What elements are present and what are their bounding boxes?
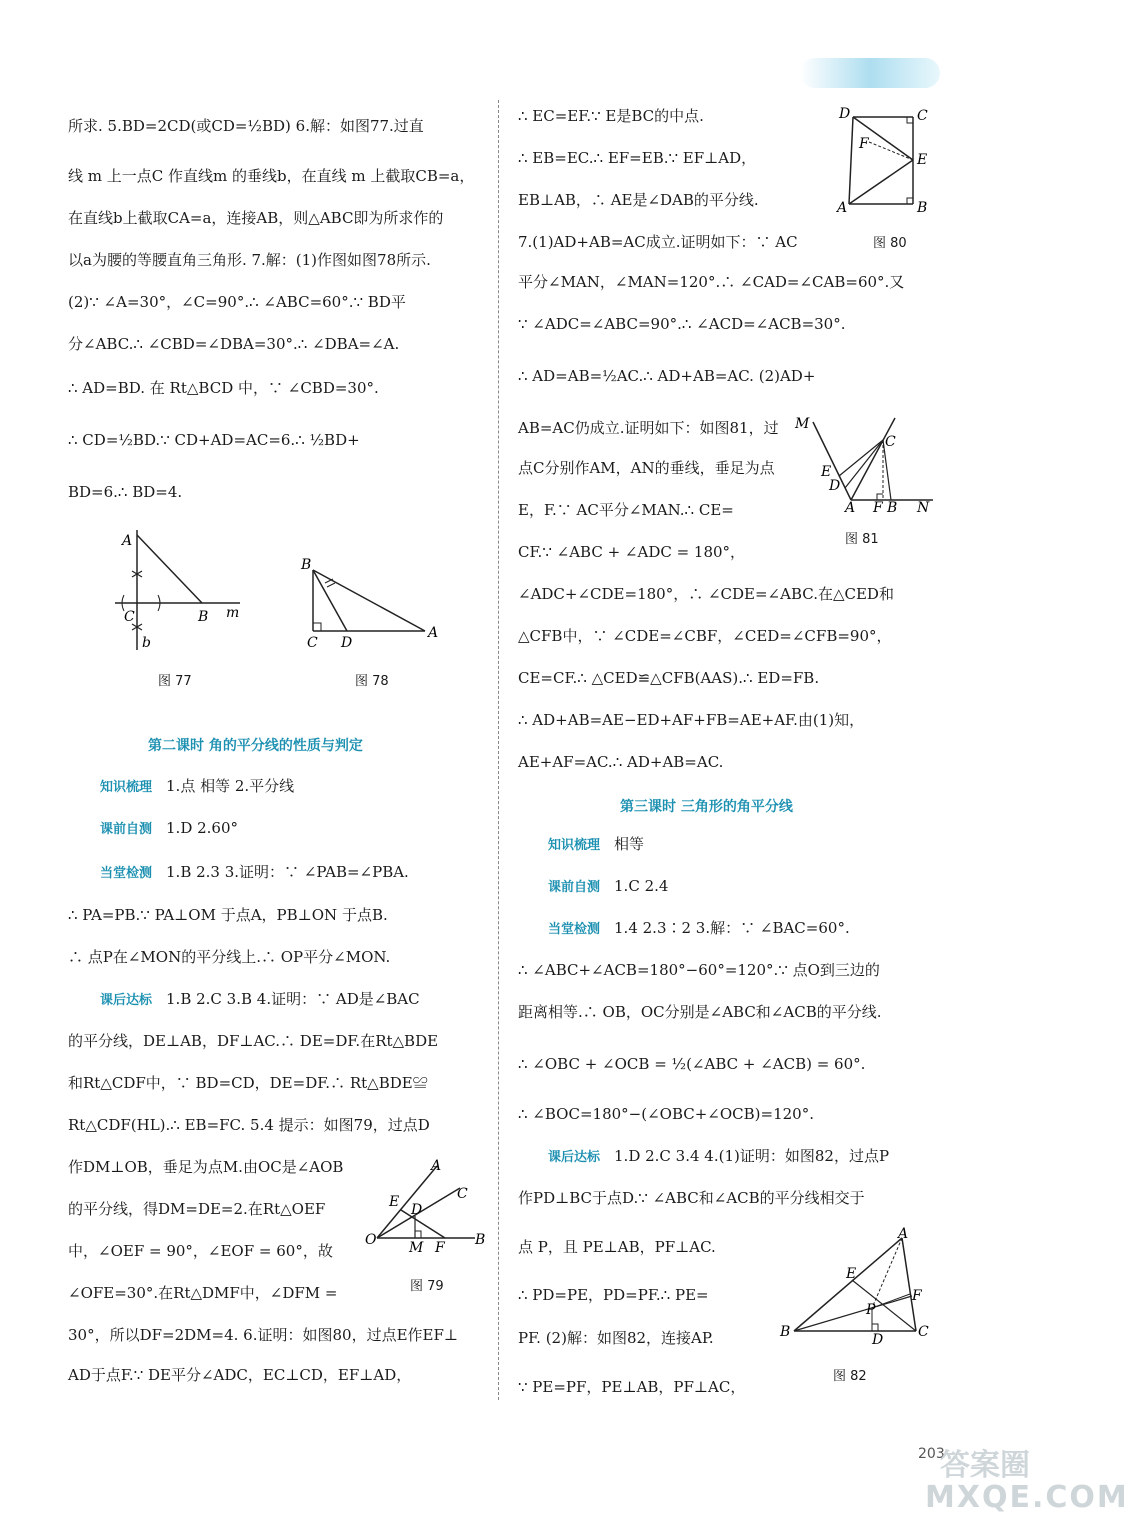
- sec3-line-8: 作PD⊥BC于点D.∵ ∠ABC和∠ACB的平分线相交于: [518, 1189, 865, 1207]
- left-line-3: 以a为腰的等腰直角三角形. 7.解：(1)作图如图78所示.: [68, 251, 431, 269]
- left-line-7: ∴ CD=½BD.∵ CD+AD=AC=6.∴ ½BD+: [68, 431, 360, 449]
- fig77-label-c: C: [124, 609, 135, 625]
- sec3-label-2: 当堂检测: [548, 922, 601, 937]
- right-line-11: ∠ADC+∠CDE=180°，∴ ∠CDE=∠ABC.在△CED和: [518, 585, 894, 603]
- fig82-caption: 图 82: [833, 1369, 867, 1384]
- fig80-caption: 图 80: [873, 236, 907, 251]
- sec2-label-5: 课后达标: [100, 993, 153, 1008]
- fig78-label-d: D: [341, 635, 353, 651]
- fig77-label-b-line: b: [142, 635, 151, 651]
- fig79-label-b: B: [475, 1232, 486, 1248]
- fig82-label-b: B: [780, 1324, 791, 1340]
- left-line-2: 在直线b上截取CA=a，连接AB，则△ABC即为所求作的: [68, 209, 444, 227]
- sec2-line-3: ∴ PA=PB.∵ PA⊥OM 于点A，PB⊥ON 于点B.: [68, 906, 388, 924]
- right-line-8: 点C分别作AM，AN的垂线，垂足为点: [518, 459, 775, 477]
- left-line-1: 线 m 上一点C 作直线m 的垂线b，在直线 m 上截取CB=a，: [68, 167, 475, 185]
- fig81-label-b: B: [887, 500, 898, 516]
- sec2-line-4: ∴ 点P在∠MON的平分线上.∴ OP平分∠MON.: [68, 948, 391, 966]
- sec2-line-12: ∠OFE=30°.在Rt△DMF中，∠DFM =: [68, 1284, 338, 1302]
- fig78-caption: 图 78: [355, 674, 389, 689]
- sec3-line-1: 课前自测 1.C 2.4: [548, 877, 669, 895]
- sec3-line-12: ∵ PE=PF，PE⊥AB，PF⊥AC，: [518, 1378, 746, 1396]
- fig80-label-b: B: [917, 200, 928, 216]
- right-line-12: △CFB中，∵ ∠CDE=∠CBF，∠CED=∠CFB=90°，: [518, 627, 892, 645]
- fig78-label-b: B: [301, 557, 312, 573]
- right-line-1: ∴ EB=EC.∴ EF=EB.∵ EF⊥AD，: [518, 149, 757, 167]
- fig79-label-o: O: [365, 1232, 377, 1248]
- left-line-0: 所求. 5.BD=2CD(或CD=½BD) 6.解：如图77.过直: [68, 117, 424, 135]
- fig80-label-e: E: [917, 152, 928, 168]
- watermark-url: MXQE.COM: [925, 1480, 1129, 1515]
- fig81-label-e: E: [821, 464, 832, 480]
- right-line-4: 平分∠MAN，∠MAN=120°.∴ ∠CAD=∠CAB=60°.又: [518, 273, 905, 291]
- sec2-line-13: 30°，所以DF=2DM=4. 6.证明：如图80，过点E作EF⊥: [68, 1326, 458, 1344]
- sec3-label-0: 知识梳理: [548, 838, 601, 853]
- fig79-label-d: D: [411, 1202, 423, 1218]
- figure-80: [835, 102, 935, 217]
- section-2-title: 第二课时 角的平分线的性质与判定: [148, 738, 363, 754]
- fig81-label-d: D: [829, 478, 841, 494]
- right-line-2: EB⊥AB，∴ AE是∠DAB的平分线.: [518, 191, 759, 209]
- left-line-4: (2)∵ ∠A=30°，∠C=90°.∴ ∠ABC=60°.∵ BD平: [68, 293, 406, 311]
- sec2-line-7: 和Rt△CDF中，∵ BD=CD，DE=DF.∴ Rt△BDE≌: [68, 1074, 428, 1092]
- right-line-14: ∴ AD+AB=AE−ED+AF+FB=AE+AF.由(1)知，: [518, 711, 865, 729]
- fig79-caption: 图 79: [410, 1279, 444, 1294]
- sec2-line-10: 的平分线，得DM=DE=2.在Rt△OEF: [68, 1200, 326, 1218]
- left-line-5: 分∠ABC.∴ ∠CBD=∠DBA=30°.∴ ∠DBA=∠A.: [68, 335, 400, 353]
- sec2-line-2: 当堂检测 1.B 2.3 3.证明：∵ ∠PAB=∠PBA.: [100, 863, 409, 881]
- fig77-caption: 图 77: [158, 674, 192, 689]
- fig81-label-m: M: [795, 416, 810, 432]
- sec3-line-6: ∴ ∠BOC=180°−(∠OBC+∠OCB)=120°.: [518, 1105, 814, 1123]
- fig78-label-a: A: [428, 625, 439, 641]
- sec3-line-4: 距离相等.∴ OB，OC分别是∠ABC和∠ACB的平分线.: [518, 1003, 882, 1021]
- sec2-line-0: 知识梳理 1.点 相等 2.平分线: [100, 777, 295, 795]
- fig80-label-f: F: [859, 136, 869, 152]
- fig80-label-a: A: [837, 200, 848, 216]
- sec3-line-7: 课后达标 1.D 2.C 3.4 4.(1)证明：如图82，过点P: [548, 1147, 890, 1165]
- right-line-5: ∵ ∠ADC=∠ABC=90°.∴ ∠ACD=∠ACB=30°.: [518, 315, 846, 333]
- fig77-label-b: B: [198, 609, 209, 625]
- sec2-line-5: 课后达标 1.B 2.C 3.B 4.证明：∵ AD是∠BAC: [100, 990, 420, 1008]
- figure-78: [295, 555, 445, 655]
- sec3-line-10: ∴ PD=PE，PD=PF.∴ PE=: [518, 1286, 709, 1304]
- sec2-line-14: AD于点F.∵ DE平分∠ADC，EC⊥CD，EF⊥AD，: [68, 1366, 412, 1384]
- figure-77: [110, 525, 250, 655]
- left-line-6: ∴ AD=BD. 在 Rt△BCD 中，∵ ∠CBD=30°.: [68, 379, 379, 397]
- sec3-line-5: ∴ ∠OBC + ∠OCB = ½(∠ABC + ∠ACB) = 60°.: [518, 1055, 866, 1073]
- sec3-line-11: PF. (2)解：如图82，连接AP.: [518, 1329, 714, 1347]
- fig82-label-a: A: [898, 1226, 909, 1242]
- sec2-line-8: Rt△CDF(HL).∴ EB=FC. 5.4 提示：如图79，过点D: [68, 1116, 430, 1134]
- sec2-line-1: 课前自测 1.D 2.60°: [100, 819, 239, 837]
- sec2-line-11: 中，∠OEF = 90°，∠EOF = 60°，故: [68, 1242, 333, 1260]
- fig82-label-p: P: [866, 1302, 876, 1318]
- sec3-line-0: 知识梳理 相等: [548, 835, 645, 853]
- right-line-15: AE+AF=AC.∴ AD+AB=AC.: [518, 753, 724, 771]
- sec2-label-2: 当堂检测: [100, 866, 153, 881]
- right-line-9: E，F.∵ AC平分∠MAN.∴ CE=: [518, 501, 734, 519]
- right-line-7: AB=AC仍成立.证明如下：如图81，过: [518, 419, 779, 437]
- fig79-label-c: C: [457, 1186, 468, 1202]
- right-line-3: 7.(1)AD+AB=AC成立.证明如下：∵ AC: [518, 233, 798, 251]
- fig78-label-c: C: [307, 635, 318, 651]
- sec2-line-6: 的平分线，DE⊥AB，DF⊥AC.∴ DE=DF.在Rt△BDE: [68, 1032, 439, 1050]
- fig80-label-d: D: [839, 106, 851, 122]
- fig77-label-a: A: [122, 533, 133, 549]
- page-number: 203: [918, 1446, 945, 1462]
- fig81-caption: 图 81: [845, 532, 879, 547]
- fig81-label-f: F: [873, 500, 883, 516]
- fig81-label-n: N: [917, 500, 930, 516]
- fig81-label-a: A: [845, 500, 856, 516]
- right-line-13: CE=CF.∴ △CED≌△CFB(AAS).∴ ED=FB.: [518, 669, 820, 687]
- fig79-label-a: A: [431, 1158, 442, 1174]
- fig77-label-m: m: [226, 605, 240, 621]
- column-divider: [498, 100, 499, 1400]
- header-decoration: [800, 58, 940, 88]
- fig82-label-c: C: [918, 1324, 929, 1340]
- sec2-label-0: 知识梳理: [100, 780, 153, 795]
- left-line-8: BD=6.∴ BD=4.: [68, 483, 183, 501]
- fig82-label-d: D: [872, 1332, 884, 1348]
- right-line-0: ∴ EC=EF.∵ E是BC的中点.: [518, 107, 704, 125]
- fig80-label-c: C: [917, 108, 928, 124]
- figure-81: [793, 410, 938, 515]
- sec2-line-9: 作DM⊥OB，垂足为点M.由OC是∠AOB: [68, 1158, 344, 1176]
- sec3-label-1: 课前自测: [548, 880, 601, 895]
- sec2-label-1: 课前自测: [100, 822, 153, 837]
- fig82-label-f: F: [912, 1288, 922, 1304]
- figure-79: [365, 1158, 490, 1256]
- sec3-line-3: ∴ ∠ABC+∠ACB=180°−60°=120°.∵ 点O到三边的: [518, 961, 880, 979]
- fig79-label-m: M: [409, 1240, 424, 1256]
- sec3-line-2: 当堂检测 1.4 2.3∶2 3.解：∵ ∠BAC=60°.: [548, 919, 850, 937]
- sec3-label-7: 课后达标: [548, 1150, 601, 1165]
- figure-82: [780, 1228, 940, 1348]
- right-line-10: CF.∵ ∠ABC + ∠ADC = 180°，: [518, 543, 746, 561]
- fig79-label-e: E: [389, 1194, 400, 1210]
- fig81-label-c: C: [885, 434, 896, 450]
- sec3-line-9: 点 P，且 PE⊥AB，PF⊥AC.: [518, 1238, 716, 1256]
- right-line-6: ∴ AD=AB=½AC.∴ AD+AB=AC. (2)AD+: [518, 367, 816, 385]
- fig82-label-e: E: [846, 1266, 857, 1282]
- watermark-text: 答案圈: [940, 1448, 1030, 1483]
- fig79-label-f: F: [435, 1240, 445, 1256]
- section-3-title: 第三课时 三角形的角平分线: [620, 799, 793, 815]
